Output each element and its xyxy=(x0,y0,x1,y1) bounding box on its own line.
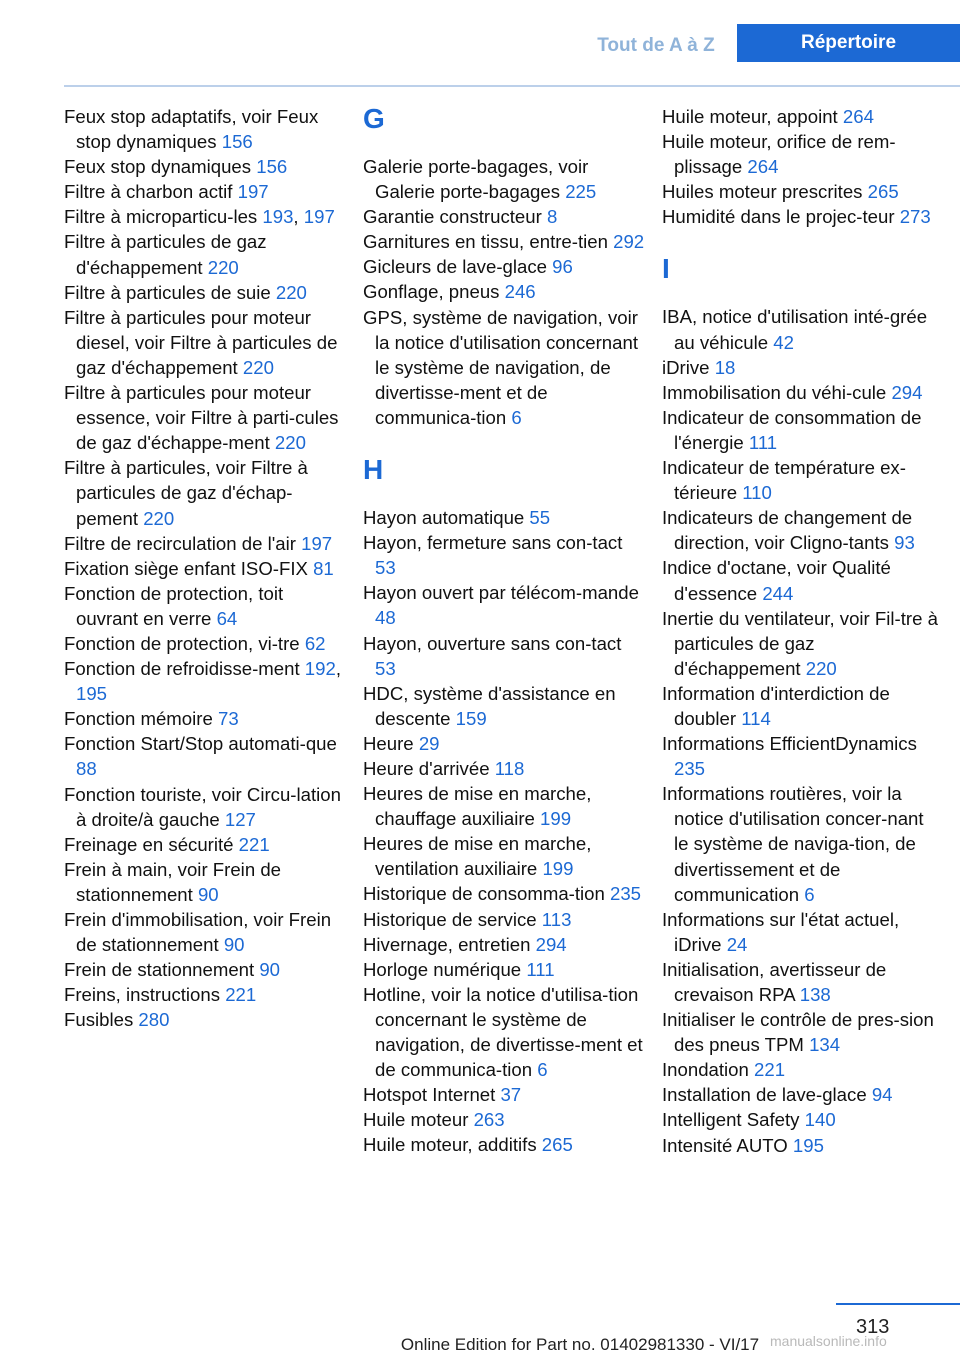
index-entry xyxy=(64,706,346,731)
page-link[interactable]: 264 xyxy=(842,106,874,127)
index-term: HDC, système d'assistance en descente xyxy=(363,682,616,729)
page-link[interactable]: 29 xyxy=(418,732,440,754)
page-link[interactable]: 199 xyxy=(542,858,574,880)
index-entry xyxy=(64,229,346,279)
index-term: Huile moteur, additifs xyxy=(363,1134,542,1156)
index-term: Garnitures en tissu, entre-tien xyxy=(363,231,614,253)
page-link[interactable]: 221 xyxy=(754,1059,786,1081)
index-term: Fusibles xyxy=(64,1009,139,1031)
page-link[interactable]: 6 xyxy=(804,883,815,905)
index-term: Fonction de protection, toit ouvrant en verre xyxy=(64,582,284,629)
page-link[interactable]: 64 xyxy=(216,607,238,629)
index-entry xyxy=(662,1057,942,1082)
index-entry xyxy=(662,1007,942,1057)
page-link[interactable]: 96 xyxy=(552,256,573,278)
index-entry xyxy=(662,907,942,957)
index-term: Heure xyxy=(363,732,419,754)
index-term: Hayon, fermeture sans con-tact xyxy=(363,532,623,554)
index-term: Huiles moteur prescrites xyxy=(662,181,868,203)
index-entry xyxy=(363,731,645,756)
page-link[interactable]: 235 xyxy=(610,883,642,905)
index-term: Information d'interdiction de doubler xyxy=(662,682,890,729)
page-link[interactable]: 73 xyxy=(217,708,239,730)
index-entry xyxy=(662,731,942,781)
index-entry xyxy=(662,957,942,1007)
index-entry xyxy=(64,957,346,982)
index-term: Filtre à particules pour moteur essence, voir Filtre à parti-cules de gaz d'échappe-ment xyxy=(64,382,339,454)
index-entry xyxy=(662,304,942,354)
index-term: Intelligent Safety xyxy=(662,1109,805,1131)
index-entry xyxy=(662,1107,942,1132)
index-entry xyxy=(662,606,942,681)
page-link[interactable]: 53 xyxy=(375,657,396,679)
index-entry xyxy=(64,832,346,857)
index-entry xyxy=(662,204,942,229)
page-link[interactable]: 156 xyxy=(256,156,288,178)
index-term: Fonction mémoire xyxy=(64,708,218,730)
page-link[interactable]: 53 xyxy=(375,557,396,579)
page-link[interactable]: 48 xyxy=(375,607,396,629)
page-link[interactable]: 294 xyxy=(891,381,923,403)
section-tab[interactable]: Tout de A à Z xyxy=(597,35,715,56)
index-term: IBA, notice d'utilisation inté-grée au véhicule xyxy=(662,306,928,353)
page-link[interactable]: 111 xyxy=(748,431,778,453)
index-term: Fonction touriste, voir Circu-lation à droite/à gauche xyxy=(64,783,341,830)
index-entry xyxy=(662,681,942,731)
section-gap xyxy=(363,430,645,455)
index-term: Filtre à particules, voir Filtre à particules de gaz d'échap-pement xyxy=(64,457,308,529)
index-entry xyxy=(64,280,346,305)
page-link[interactable]: 197 xyxy=(237,181,269,203)
index-entry xyxy=(64,380,346,455)
index-entry xyxy=(363,505,645,530)
index-term: Humidité dans le projec-teur xyxy=(662,206,900,228)
index-term: Filtre de recirculation de l'air xyxy=(64,532,302,554)
index-entry xyxy=(64,1007,346,1032)
index-entry xyxy=(363,204,645,229)
index-term: Intensité AUTO xyxy=(662,1134,793,1156)
page-link[interactable]: 225 xyxy=(565,181,597,203)
index-entry xyxy=(662,1082,942,1107)
page-link[interactable]: 195 xyxy=(76,683,108,705)
index-term: Hayon automatique xyxy=(363,507,530,529)
index-term: Filtre à particules de suie xyxy=(64,281,276,303)
index-term: Indice d'octane, voir Qualité d'essence xyxy=(662,557,891,604)
index-letter-heading: H xyxy=(363,454,384,486)
index-entry xyxy=(662,781,942,906)
index-entry xyxy=(662,405,942,455)
index-entry xyxy=(363,881,645,906)
page-link[interactable]: 6 xyxy=(511,406,522,428)
index-term: Initialiser le contrôle de pres-sion des pneus TPM xyxy=(662,1009,934,1056)
page-link[interactable]: 62 xyxy=(304,632,326,654)
index-entry xyxy=(64,907,346,957)
index-entry xyxy=(363,279,645,304)
index-entry xyxy=(662,1133,942,1158)
page-number: 313 xyxy=(856,1316,890,1338)
index-term: Hotspot Internet xyxy=(363,1084,501,1106)
index-term: Informations routières, voir la notice d'utilisation concer-nant le système de naviga-tion, de divertissement et de communication xyxy=(662,783,924,905)
index-entry xyxy=(64,731,346,781)
index-term: Garantie constructeur xyxy=(363,206,547,228)
index-entry xyxy=(363,631,645,681)
page-link[interactable]: 94 xyxy=(871,1084,893,1106)
page-link[interactable]: 24 xyxy=(726,933,748,955)
page-link[interactable]: 114 xyxy=(741,707,771,729)
index-term: iDrive xyxy=(662,356,715,378)
index-entry xyxy=(662,104,942,129)
index-term: Huile moteur xyxy=(363,1109,474,1131)
page-link[interactable]: 220 xyxy=(143,507,175,529)
index-term: Inondation xyxy=(662,1059,755,1081)
index-term: Immobilisation du véhi-cule xyxy=(662,381,892,403)
index-term: Hayon ouvert par télécom-mande xyxy=(363,582,639,604)
page-link[interactable]: 294 xyxy=(535,933,567,955)
index-term: Filtre à microparticu-les xyxy=(64,206,263,228)
page-link[interactable]: 220 xyxy=(805,657,837,679)
index-entry xyxy=(363,305,645,430)
index-entry xyxy=(64,104,346,154)
index-entry xyxy=(662,380,942,405)
page-link[interactable]: 42 xyxy=(773,331,794,353)
page-link[interactable]: 134 xyxy=(809,1034,841,1056)
index-entry xyxy=(64,982,346,1007)
index-term: Informations EfficientDynamics xyxy=(662,733,917,755)
page-link[interactable]: 81 xyxy=(313,557,334,579)
page-link[interactable]: 37 xyxy=(500,1084,522,1106)
index-entry xyxy=(64,581,346,631)
index-entry xyxy=(64,455,346,530)
index-entry xyxy=(64,179,346,204)
index-letter-heading: G xyxy=(363,103,385,134)
index-entry xyxy=(64,782,346,832)
page-link[interactable]: 192 xyxy=(304,658,336,680)
index-term: GPS, système de navigation, voir la notice d'utilisation concernant le système de navigation, de divertisse-ment et de communica-tion xyxy=(363,306,638,428)
page-link[interactable]: 93 xyxy=(894,532,915,554)
edition-note: Online Edition for Part no. 01402981330 - VI/17 xyxy=(400,1335,760,1354)
page-link[interactable]: 263 xyxy=(473,1109,505,1131)
page-link[interactable]: 273 xyxy=(899,206,931,228)
index-entry xyxy=(662,455,942,505)
index-term: Indicateur de consommation de l'énergie xyxy=(662,406,922,453)
index-term: Gonflage, pneus xyxy=(363,281,505,303)
index-term: Inertie du ventilateur, voir Fil-tre à particules de gaz d'échappement xyxy=(662,607,938,679)
page-link[interactable]: 90 xyxy=(259,959,281,981)
index-entry xyxy=(64,154,346,179)
page-separator: , xyxy=(335,658,341,680)
index-entry xyxy=(363,229,645,254)
index-entry xyxy=(64,656,346,706)
index-term: Indicateur de température ex-térieure xyxy=(662,457,906,504)
index-term: Historique de consomma-tion xyxy=(363,883,610,905)
index-entry xyxy=(363,831,645,881)
page-link[interactable]: 55 xyxy=(529,507,551,529)
page-link[interactable]: 8 xyxy=(546,206,558,228)
index-term: Freinage en sécurité xyxy=(64,833,239,855)
index-term: Informations sur l'état actuel, iDrive xyxy=(662,908,900,955)
index-term: Freins, instructions xyxy=(64,984,226,1006)
index-term: Horloge numérique xyxy=(363,958,527,980)
index-term: Heures de mise en marche, ventilation auxiliaire xyxy=(363,833,592,880)
index-entry xyxy=(662,355,942,380)
index-term: Frein à main, voir Frein de stationnement xyxy=(64,858,282,905)
index-term: Feux stop dynamiques xyxy=(64,156,257,178)
index-term: Heure d'arrivée xyxy=(363,757,495,779)
index-term: Frein de stationnement xyxy=(64,959,260,981)
index-entry xyxy=(363,254,645,279)
page-link[interactable]: 292 xyxy=(613,231,645,253)
section-gap xyxy=(662,229,942,254)
index-column-2 xyxy=(363,104,645,1157)
page-separator: , xyxy=(293,206,304,228)
index-entry xyxy=(363,907,645,932)
index-entry xyxy=(363,957,645,982)
page-link[interactable]: 140 xyxy=(804,1109,836,1131)
index-term: Huile moteur, orifice de rem-plissage xyxy=(662,131,896,178)
page-link[interactable]: 159 xyxy=(455,707,487,729)
active-tab-repertoire[interactable]: Répertoire xyxy=(737,24,960,62)
page-link[interactable]: 221 xyxy=(225,984,257,1006)
page-link[interactable]: 90 xyxy=(197,883,219,905)
page-link[interactable]: 197 xyxy=(303,206,335,228)
page-link[interactable]: 6 xyxy=(537,1059,548,1081)
index-entry xyxy=(363,1132,645,1157)
index-term: Filtre à charbon actif xyxy=(64,181,238,203)
index-term: Initialisation, avertisseur de crevaison RPA xyxy=(662,958,887,1005)
watermark: manualsonline.info xyxy=(770,1333,887,1349)
index-entry xyxy=(363,756,645,781)
index-entry xyxy=(64,204,346,229)
header-divider xyxy=(64,85,960,87)
page-link[interactable]: 280 xyxy=(138,1009,170,1031)
page-link[interactable]: 246 xyxy=(504,281,536,303)
index-term: Filtre à particules pour moteur diesel, voir Filtre à particules de gaz d'échappement xyxy=(64,306,338,378)
index-term: Frein d'immobilisation, voir Frein de stationnement xyxy=(64,909,332,956)
index-term: Hotline, voir la notice d'utilisa-tion concernant le système de navigation, de divertisse-ment et de communica-tion xyxy=(363,983,643,1081)
page-link[interactable]: 88 xyxy=(76,758,97,780)
page-header xyxy=(0,24,960,62)
index-entry xyxy=(662,129,942,179)
page-link[interactable]: 220 xyxy=(242,356,274,378)
index-entry xyxy=(363,781,645,831)
index-entry xyxy=(662,555,942,605)
page-link[interactable]: 195 xyxy=(792,1134,824,1156)
index-term: Historique de service xyxy=(363,908,542,930)
page-link[interactable]: 110 xyxy=(742,482,772,504)
index-term: Fonction de protection, vi-tre xyxy=(64,632,305,654)
index-column-3 xyxy=(662,104,942,1158)
page-link[interactable]: 220 xyxy=(207,256,239,278)
index-term: Fixation siège enfant ISO-FIX xyxy=(64,557,314,579)
page-link[interactable]: 264 xyxy=(747,156,779,178)
index-entry xyxy=(64,857,346,907)
page-link[interactable]: 156 xyxy=(221,131,253,153)
index-entry xyxy=(363,681,645,731)
page-link[interactable]: 199 xyxy=(540,808,572,830)
index-term: Installation de lave-glace xyxy=(662,1084,872,1106)
page-link[interactable]: 221 xyxy=(238,833,270,855)
index-entry xyxy=(363,154,645,204)
index-entry xyxy=(64,556,346,581)
index-term: Huile moteur, appoint xyxy=(662,106,843,127)
index-entry xyxy=(662,179,942,204)
index-term: Hivernage, entretien xyxy=(363,933,536,955)
index-term: Gicleurs de lave-glace xyxy=(363,256,553,278)
page-link[interactable]: 138 xyxy=(799,984,831,1005)
index-entry xyxy=(64,531,346,556)
index-entry xyxy=(363,1107,645,1132)
index-term: Fonction Start/Stop automati-que xyxy=(64,733,337,755)
footer-divider xyxy=(836,1303,960,1305)
page-link[interactable]: 127 xyxy=(224,808,256,830)
index-term: Feux stop adaptatifs, voir Feux stop dynamiques xyxy=(64,106,319,153)
index-entry xyxy=(363,982,645,1082)
index-letter-heading: I xyxy=(662,253,670,285)
index-entry xyxy=(662,505,942,555)
index-column-1 xyxy=(64,104,346,1032)
index-entry xyxy=(363,530,645,580)
index-term: Heures de mise en marche, chauffage auxiliaire xyxy=(363,783,592,830)
page-link[interactable]: 113 xyxy=(541,908,572,930)
page-link[interactable]: 265 xyxy=(541,1134,573,1156)
index-entry xyxy=(363,932,645,957)
index-entry xyxy=(363,1082,645,1107)
page-link[interactable]: 118 xyxy=(494,757,525,779)
page-link[interactable]: 90 xyxy=(223,934,245,956)
page-link[interactable]: 193 xyxy=(262,206,294,228)
page-link[interactable]: 265 xyxy=(867,181,899,203)
page-link[interactable]: 197 xyxy=(301,532,333,554)
index-term: Fonction de refroidisse-ment xyxy=(64,658,305,680)
index-entry xyxy=(363,580,645,630)
index-entry xyxy=(64,305,346,380)
page-link[interactable]: 244 xyxy=(762,582,794,604)
page-link[interactable]: 235 xyxy=(674,758,706,780)
index-term: Hayon, ouverture sans con-tact xyxy=(363,632,622,654)
page-link[interactable]: 220 xyxy=(275,281,307,303)
index-term: Galerie porte-bagages, voir Galerie porte-bagages xyxy=(363,156,589,203)
page-link[interactable]: 111 xyxy=(526,958,555,980)
index-term: Filtre à particules de gaz d'échappement xyxy=(64,231,267,278)
index-term: Indicateurs de changement de direction, voir Cligno-tants xyxy=(662,507,913,554)
page-link[interactable]: 18 xyxy=(714,356,736,378)
page-link[interactable]: 220 xyxy=(274,432,306,454)
index-entry xyxy=(64,631,346,656)
